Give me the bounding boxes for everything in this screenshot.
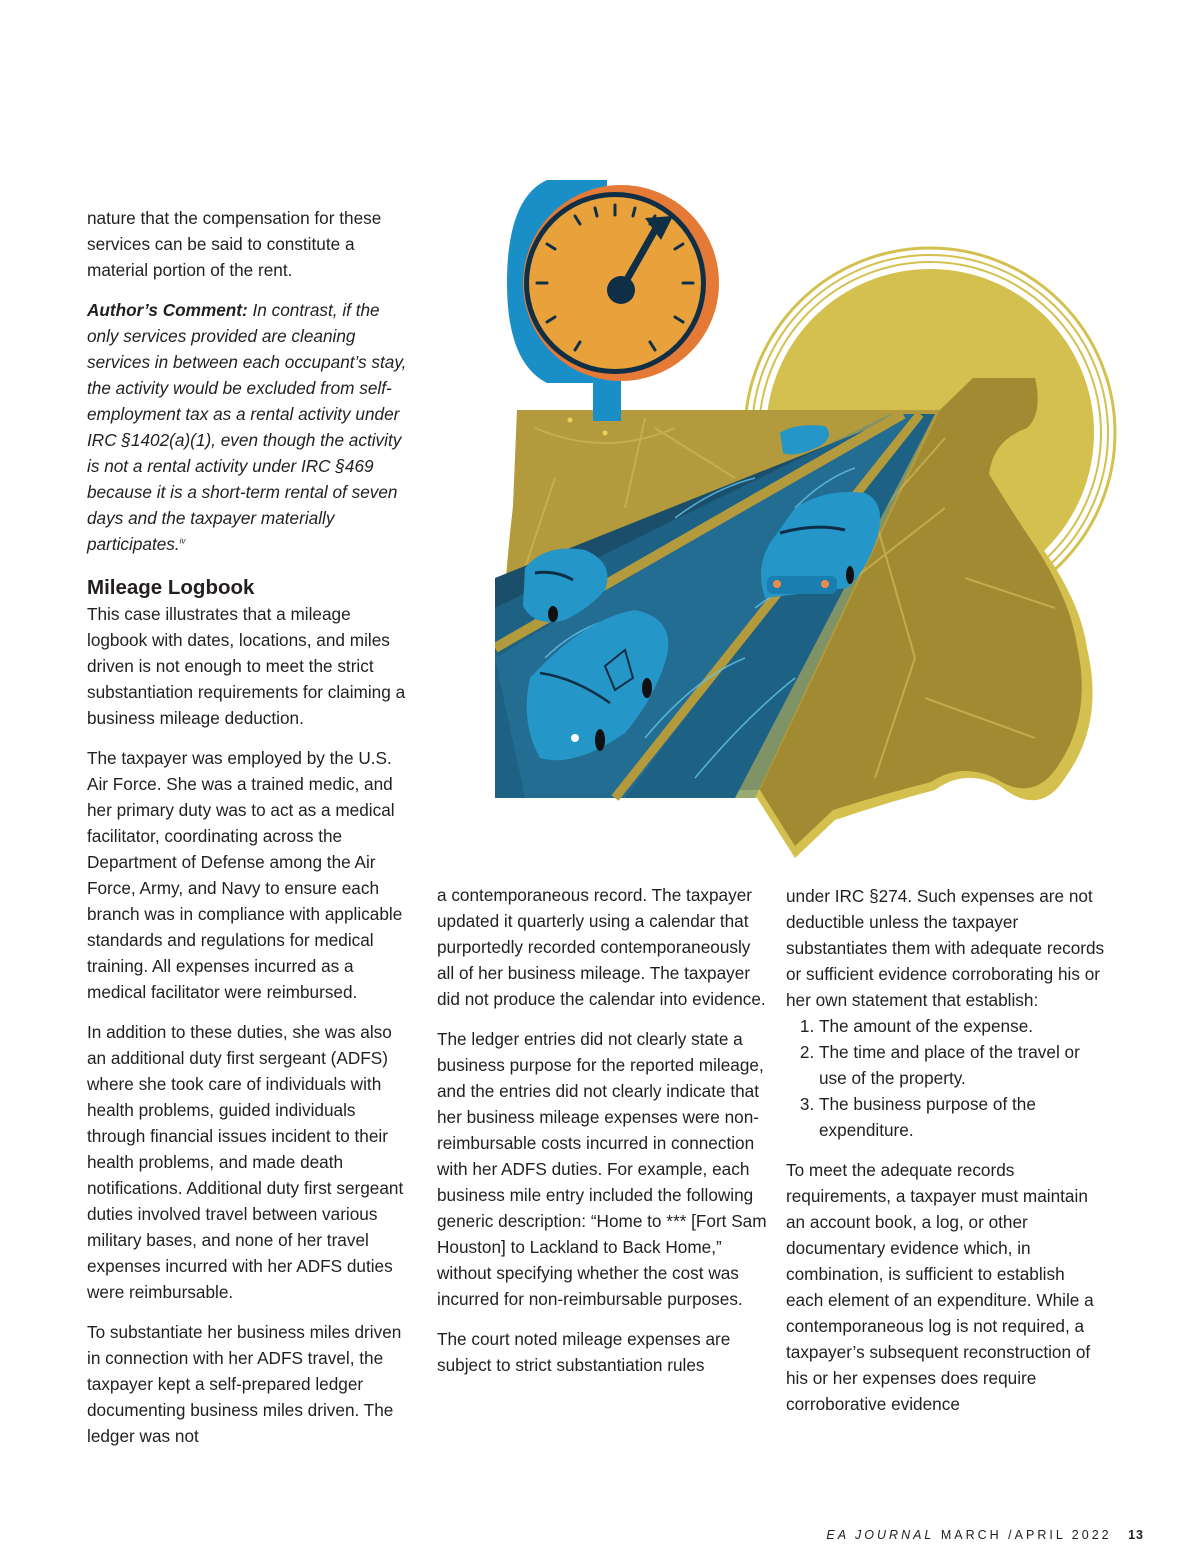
comment-label: Author’s Comment:	[87, 300, 248, 320]
authors-comment	[87, 297, 413, 557]
column-3	[786, 883, 1106, 1431]
list-item: 3. The business purpose of the expenditure.	[819, 1091, 1106, 1143]
paragraph: under IRC §274. Such expenses are not deductible unless the taxpayer substantiates them with adequate records or sufficient evidence corroborating his or her own statement that establish:	[786, 886, 1105, 1010]
column-1	[87, 205, 413, 1463]
issue-date: MARCH /APRIL 2022	[940, 1528, 1112, 1542]
requirements-list	[786, 1013, 1106, 1143]
endnote-ref: iv	[179, 536, 186, 546]
paragraph: a contemporaneous record. The taxpayer updated it quarterly using a calendar that purportedly recorded contemporaneously all of her business mileage. The taxpayer did not produce the calendar into evidence.	[437, 885, 766, 1009]
speedometer-icon	[507, 180, 719, 421]
list-item: 1. The amount of the expense.	[819, 1013, 1106, 1039]
paragraph: nature that the compensation for these services can be said to constitute a material portion of the rent.	[87, 208, 382, 280]
page-footer	[826, 1528, 1144, 1542]
paragraph: In addition to these duties, she was also an additional duty first sergeant (ADFS) where she took care of individuals with health problems, guided individuals through financial issues incident to their health problems, and made death notifications. Additional duty first sergeant duties involved travel between various military bases, and none of her travel expenses incurred with her ADFS duties were reimbursable.	[87, 1022, 404, 1302]
column-2	[437, 882, 767, 1392]
paragraph: The ledger entries did not clearly state a business purpose for the reported mileage, and the entries did not clearly indicate that her business mileage expenses were non-reimbursable costs incurred in connection with her ADFS duties. For example, each business mile entry included the following generic description: “Home to *** [Fort Sam Houston] to Lackland to Back Home,” without specifying whether the cost was incurred for non-reimbursable purposes.	[437, 1029, 767, 1309]
speedometer-map-highway-illustration	[495, 178, 1120, 863]
section-heading: Mileage Logbook	[87, 576, 255, 599]
comment-text: In contrast, if the only services provided are cleaning services in between each occupant’s stay, the activity would be excluded from self-employment tax as a rental activity under IRC §1402(a)(1), even though the activity is not a rental activity under IRC §469 because it is a short-term rental of seven days and the taxpayer materially participates.	[87, 300, 407, 554]
list-item: 2. The time and place of the travel or use of the property.	[819, 1039, 1106, 1091]
paragraph: The taxpayer was employed by the U.S. Air Force. She was a trained medic, and her primary duty was to act as a medical facilitator, coordinating across the Department of Defense among the Air Force, Army, and Navy to ensure each branch was in compliance with applicable standards and regulations for medical training. All expenses incurred as a medical facilitator were reimbursed.	[87, 748, 403, 1002]
paragraph: This case illustrates that a mileage logbook with dates, locations, and miles driven is not enough to meet the strict substantiation requirements for claiming a business mileage deduction.	[87, 604, 406, 728]
paragraph: To substantiate her business miles driven in connection with her ADFS travel, the taxpayer kept a self-prepared ledger documenting business miles driven. The ledger was not	[87, 1322, 402, 1446]
paragraph: The court noted mileage expenses are subject to strict substantiation rules	[437, 1329, 731, 1375]
page-number: 13	[1128, 1528, 1144, 1542]
paragraph: To meet the adequate records requirements, a taxpayer must maintain an account book, a log, or other documentary evidence which, in combination, is sufficient to establish each element of an expenditure. While a contemporaneous log is not required, a taxpayer’s subsequent reconstruction of his or her expenses does require corroborative evidence	[786, 1160, 1094, 1414]
journal-name: EA JOURNAL	[826, 1528, 935, 1542]
